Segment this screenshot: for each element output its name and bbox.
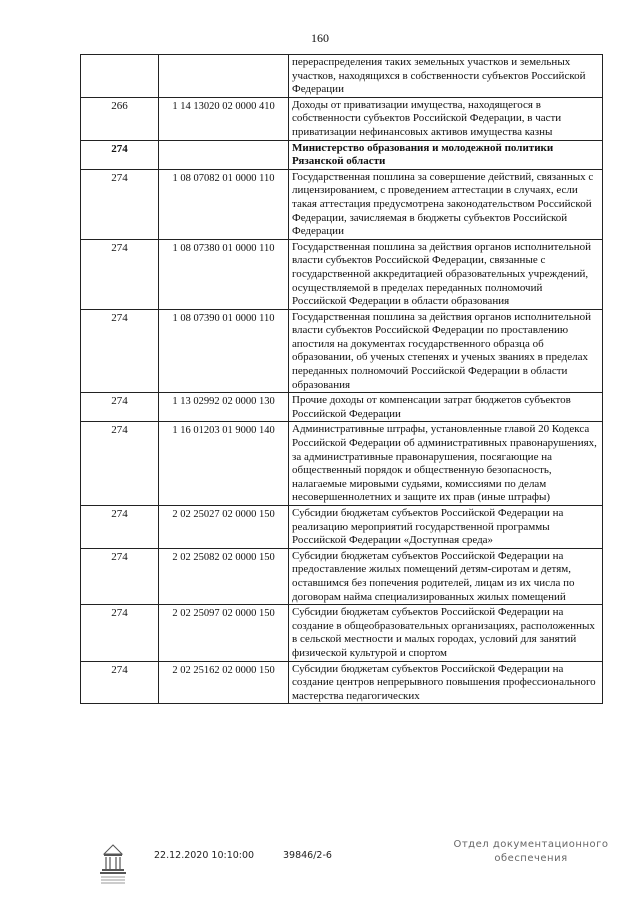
table-row — [81, 309, 603, 393]
table-row — [81, 140, 603, 169]
kbk-code-cell: 2 02 25162 02 0000 150 — [159, 661, 289, 704]
admin-code-cell: 274 — [81, 506, 159, 549]
table-row — [81, 239, 603, 309]
revenue-name-cell: Прочие доходы от компенсации затрат бюджетов субъектов Российской Федерации — [289, 393, 603, 422]
kbk-code-cell: 1 08 07082 01 0000 110 — [159, 169, 289, 239]
revenue-name-cell: Административные штрафы, установленные главой 20 Кодекса Российской Федерации об административных правонарушениях, за административные правонарушения, посягающие на общественный порядок и общественную безопасность, налагаемые мировыми судьями, комиссиями по делам несовершеннолетних и защите их прав (иные штрафы) — [289, 422, 603, 506]
kbk-code-cell: 1 13 02992 02 0000 130 — [159, 393, 289, 422]
kbk-code-cell: 1 08 07390 01 0000 110 — [159, 309, 289, 393]
admin-code-cell: 274 — [81, 605, 159, 661]
admin-code-cell: 274 — [81, 140, 159, 169]
archive-logo-icon — [96, 842, 130, 886]
admin-code-cell — [81, 55, 159, 98]
table-row — [81, 97, 603, 140]
table-row — [81, 169, 603, 239]
revenue-table — [80, 54, 603, 704]
print-datetime: 22.12.2020 10:10:00 — [154, 850, 255, 861]
stamp-line-2: обеспечения — [494, 853, 568, 864]
revenue-name-cell: Субсидии бюджетам субъектов Российской Федерации на создание в общеобразовательных организациях, расположенных в сельской местности и малых городах, условий для занятий физической культурой и спортом — [289, 605, 603, 661]
admin-code-cell: 274 — [81, 393, 159, 422]
revenue-name-cell: Государственная пошлина за действия органов исполнительной власти субъектов Российской Федерации, связанные с государственной аккредитацией образовательных учреждений, осуществляемой в пределах переданных полномочий Российской Федерации в области образования — [289, 239, 603, 309]
revenue-name-cell: Доходы от приватизации имущества, находящегося в собственности субъектов Российской Федерации, в части приватизации нефинансовых активов имущества казны — [289, 97, 603, 140]
table-body — [81, 55, 603, 704]
kbk-code-cell — [159, 55, 289, 98]
revenue-name-cell: Государственная пошлина за действия органов исполнительной власти субъектов Российской Федерации по проставлению апостиля на документах государственного образца об образовании, об ученых степенях и ученых званиях в пределах переданных полномочий Российской Федерации в области образования — [289, 309, 603, 393]
kbk-code-cell: 2 02 25097 02 0000 150 — [159, 605, 289, 661]
revenue-name-cell: Субсидии бюджетам субъектов Российской Федерации на предоставление жилых помещений детям-сиротам и детям, оставшимся без попечения родителей, лицам из их числа по договорам найма специализированных жилых помещений — [289, 548, 603, 604]
admin-code-cell: 274 — [81, 422, 159, 506]
admin-code-cell: 274 — [81, 548, 159, 604]
admin-code-cell: 266 — [81, 97, 159, 140]
kbk-code-cell: 1 16 01203 01 9000 140 — [159, 422, 289, 506]
table-row — [81, 548, 603, 604]
revenue-name-cell: Субсидии бюджетам субъектов Российской Федерации на реализацию мероприятий государственной программы Российской Федерации «Доступная среда» — [289, 506, 603, 549]
page-number: 160 — [311, 31, 329, 45]
kbk-code-cell: 1 14 13020 02 0000 410 — [159, 97, 289, 140]
admin-code-cell: 274 — [81, 169, 159, 239]
admin-code-cell: 274 — [81, 309, 159, 393]
stamp-line-1: Отдел документационного — [453, 839, 609, 850]
admin-code-cell: 274 — [81, 661, 159, 704]
document-number: 39846/2-6 — [283, 850, 332, 861]
page-footer — [0, 830, 640, 900]
table-row — [81, 605, 603, 661]
revenue-name-cell: Субсидии бюджетам субъектов Российской Федерации на создание центров непрерывного повышения профессионального мастерства педагогических — [289, 661, 603, 704]
table-row — [81, 422, 603, 506]
department-stamp — [446, 838, 616, 866]
kbk-code-cell: 1 08 07380 01 0000 110 — [159, 239, 289, 309]
kbk-code-cell — [159, 140, 289, 169]
table-row — [81, 661, 603, 704]
table-row — [81, 393, 603, 422]
table-row — [81, 506, 603, 549]
kbk-code-cell: 2 02 25082 02 0000 150 — [159, 548, 289, 604]
table-row — [81, 55, 603, 98]
revenue-name-cell: Министерство образования и молодежной политики Рязанской области — [289, 140, 603, 169]
kbk-code-cell: 2 02 25027 02 0000 150 — [159, 506, 289, 549]
revenue-name-cell: Государственная пошлина за совершение действий, связанных с лицензированием, с проведением аттестации в случаях, если такая аттестация предусмотрена законодательством Российской Федерации, зачисляемая в бюджеты субъектов Российской Федерации — [289, 169, 603, 239]
revenue-name-cell: перераспределения таких земельных участков и земельных участков, находящихся в собственности субъектов Российской Федерации — [289, 55, 603, 98]
admin-code-cell: 274 — [81, 239, 159, 309]
